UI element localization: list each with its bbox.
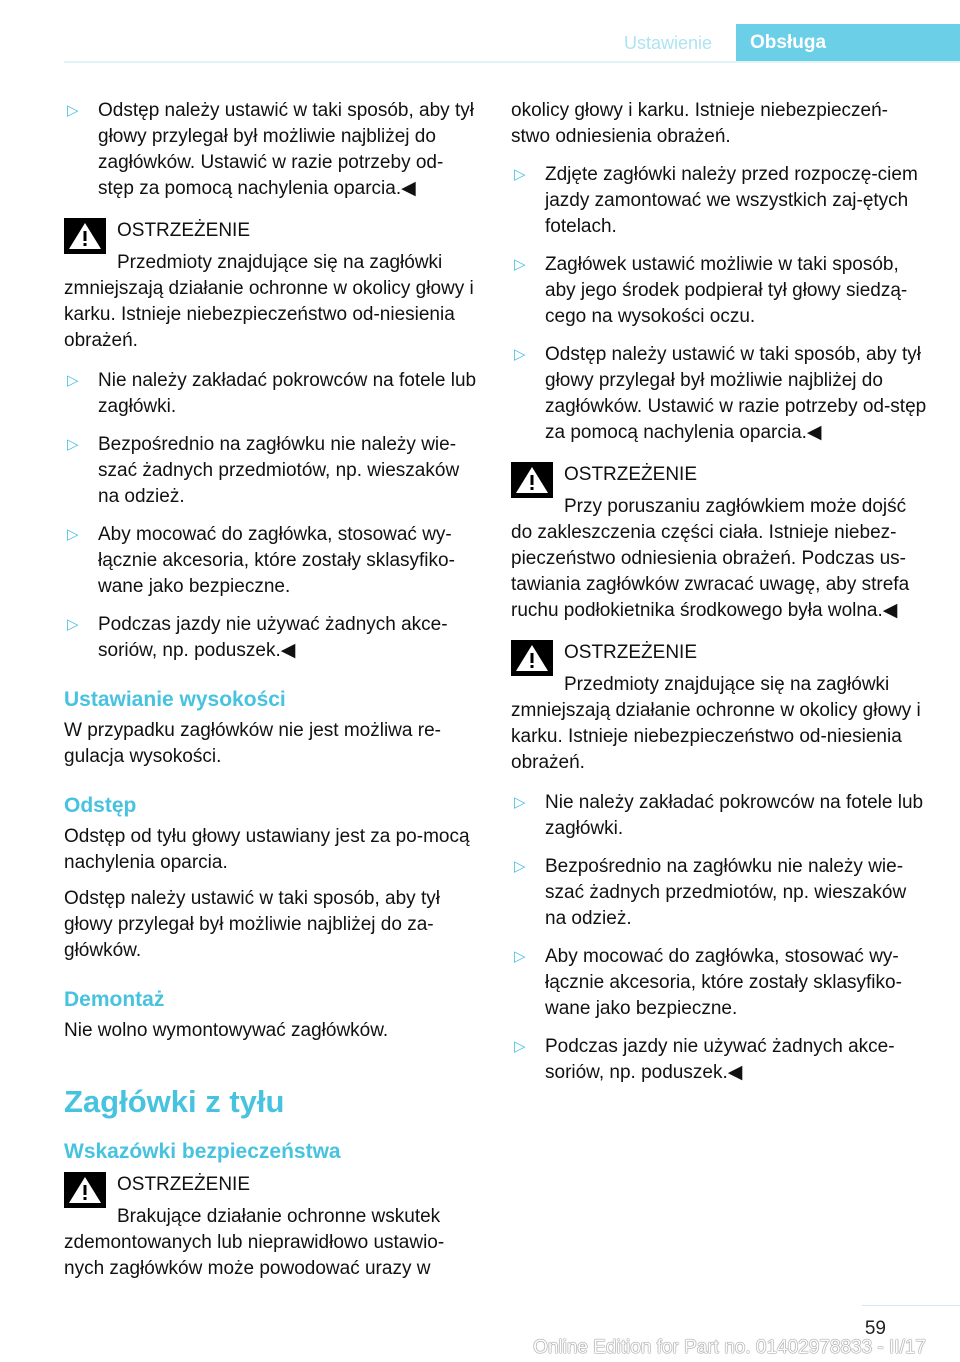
list-item: ▷ Aby mocować do zagłówka, stosować wy‐łącznie akcesoria, które zostały sklasyfiko‐wane jako bezpieczne. (514, 946, 902, 1019)
bullet-triangle-icon: ▷ (514, 1038, 526, 1055)
bullet-triangle-icon: ▷ (67, 102, 79, 119)
warning-triangle-icon (64, 1172, 106, 1208)
distance-text: Odstęp należy ustawić w taki sposób, aby tył głowy przylegał był możliwie najbliżej do za‐główków. (64, 888, 440, 961)
bullet-triangle-icon: ▷ (514, 346, 526, 363)
bullet-triangle-icon: ▷ (514, 166, 526, 183)
page-number: 59 (864, 1318, 886, 1339)
list-item: ▷ Podczas jazdy nie używać żadnych akce‐soriów, np. poduszek.◀ (67, 614, 448, 661)
bullet-triangle-icon: ▷ (514, 948, 526, 965)
height-text: W przypadku zagłówków nie jest możliwa re‐gulacja wysokości. (64, 720, 441, 767)
warning-title: OSTRZEŻENIE (117, 1174, 251, 1195)
continued-text: okolicy głowy i karku. Istnieje niebezpieczeń‐stwo odniesienia obrażeń. (511, 100, 889, 147)
warning-title: OSTRZEŻENIE (564, 642, 698, 663)
list-item: ▷ Odstęp należy ustawić w taki sposób, aby tył głowy przylegał był możliwie najbliżej do zagłówków. Ustawić w razie potrzeby od‐stęp za pomocą nachylenia oparcia.◀ (514, 344, 927, 443)
header-tabs (600, 24, 960, 62)
list-item: ▷ Nie należy zakładać pokrowców na fotele lub zagłówki. (67, 370, 477, 417)
list-item: ▷ Odstęp należy ustawić w taki sposób, aby tył głowy przylegał był możliwie najbliżej do zagłówków. Ustawić w razie potrzeby od‐stęp za pomocą nachylenia oparcia.◀ (67, 100, 474, 199)
height-heading: Ustawianie wysokości (64, 688, 286, 711)
warning-title: OSTRZEŻENIE (117, 220, 251, 241)
safety-heading: Wskazówki bezpieczeństwa (64, 1140, 341, 1163)
warning-triangle-icon (64, 218, 106, 254)
list-item: ▷ Zagłówek ustawić możliwie w taki sposób, aby jego środek podpierał tył głowy siedzą‐cego na wysokości oczu. (514, 254, 908, 327)
distance-heading: Odstęp (64, 794, 137, 817)
warning-box (64, 218, 479, 354)
list-item: ▷ Bezpośrednio na zagłówku nie należy wie‐szać żadnych przedmiotów, np. wieszaków na odzież. (67, 434, 460, 507)
left-column (64, 98, 479, 1296)
distance-text: Odstęp od tyłu głowy ustawiany jest za po‐mocą nachylenia oparcia. (64, 826, 470, 873)
warning-triangle-icon (511, 640, 553, 676)
warning-title: OSTRZEŻENIE (564, 464, 698, 485)
bullet-triangle-icon: ▷ (514, 256, 526, 273)
bullet-triangle-icon: ▷ (67, 372, 79, 389)
list-item: ▷ Aby mocować do zagłówka, stosować wy‐łącznie akcesoria, które zostały sklasyfiko‐wane jako bezpieczne. (67, 524, 455, 597)
list-item: ▷ Nie należy zakładać pokrowców na fotele lub zagłówki. (514, 792, 924, 839)
warning-text: Brakujące działanie ochronne wskutek zdemontowanych lub nieprawidłowo ustawio‐nych zagłówków może powodować urazy w (64, 1206, 445, 1279)
bullet-triangle-icon: ▷ (67, 436, 79, 453)
bullet-triangle-icon: ▷ (67, 616, 79, 633)
warning-box (64, 1172, 479, 1282)
bullet-triangle-icon: ▷ (67, 526, 79, 543)
list-item: ▷ Bezpośrednio na zagłówku nie należy wie‐szać żadnych przedmiotów, np. wieszaków na odzież. (514, 856, 907, 929)
warning-triangle-icon (511, 462, 553, 498)
edition-footer: Online Edition for Part no. 01402978833 - II/17 (533, 1337, 926, 1358)
removal-text: Nie wolno wymontowywać zagłówków. (64, 1020, 389, 1041)
warning-text: Przedmioty znajdujące się na zagłówki zmniejszają działanie ochronne w okolicy głowy i karku. Istnieje niebezpieczeństwo od‐niesienia obrażeń. (64, 252, 474, 351)
tab-obsluga[interactable]: Obsługa (736, 24, 960, 62)
footer-divider (862, 1305, 960, 1306)
warning-box (511, 640, 927, 776)
warning-box (511, 462, 927, 624)
tab-ustawienie[interactable]: Ustawienie (623, 33, 713, 53)
bullet-triangle-icon: ▷ (514, 858, 526, 875)
list-item: ▷ Zdjęte zagłówki należy przed rozpoczę‐ciem jazdy zamontować we wszystkich zaj‐ętych fotelach. (514, 164, 918, 237)
list-item: ▷ Podczas jazdy nie używać żadnych akce‐soriów, np. poduszek.◀ (514, 1036, 895, 1083)
bullet-triangle-icon: ▷ (514, 794, 526, 811)
header-divider (64, 61, 960, 63)
warning-text: Przy poruszaniu zagłówkiem może dojść do zakleszczenia części ciała. Istnieje niebez‐pieczeństwo odniesienia obrażeń. Podczas us‐tawiania zagłówków zwracać uwagę, aby strefa ruchu podłokietnika środkowego była wolna.◀ (511, 496, 910, 621)
removal-heading: Demontaż (64, 988, 165, 1011)
right-column (511, 98, 927, 1098)
warning-text: Przedmioty znajdujące się na zagłówki zmniejszają działanie ochronne w okolicy głowy i karku. Istnieje niebezpieczeństwo od‐niesienia obrażeń. (511, 674, 921, 773)
rear-headrests-heading: Zagłówki z tyłu (64, 1084, 285, 1119)
